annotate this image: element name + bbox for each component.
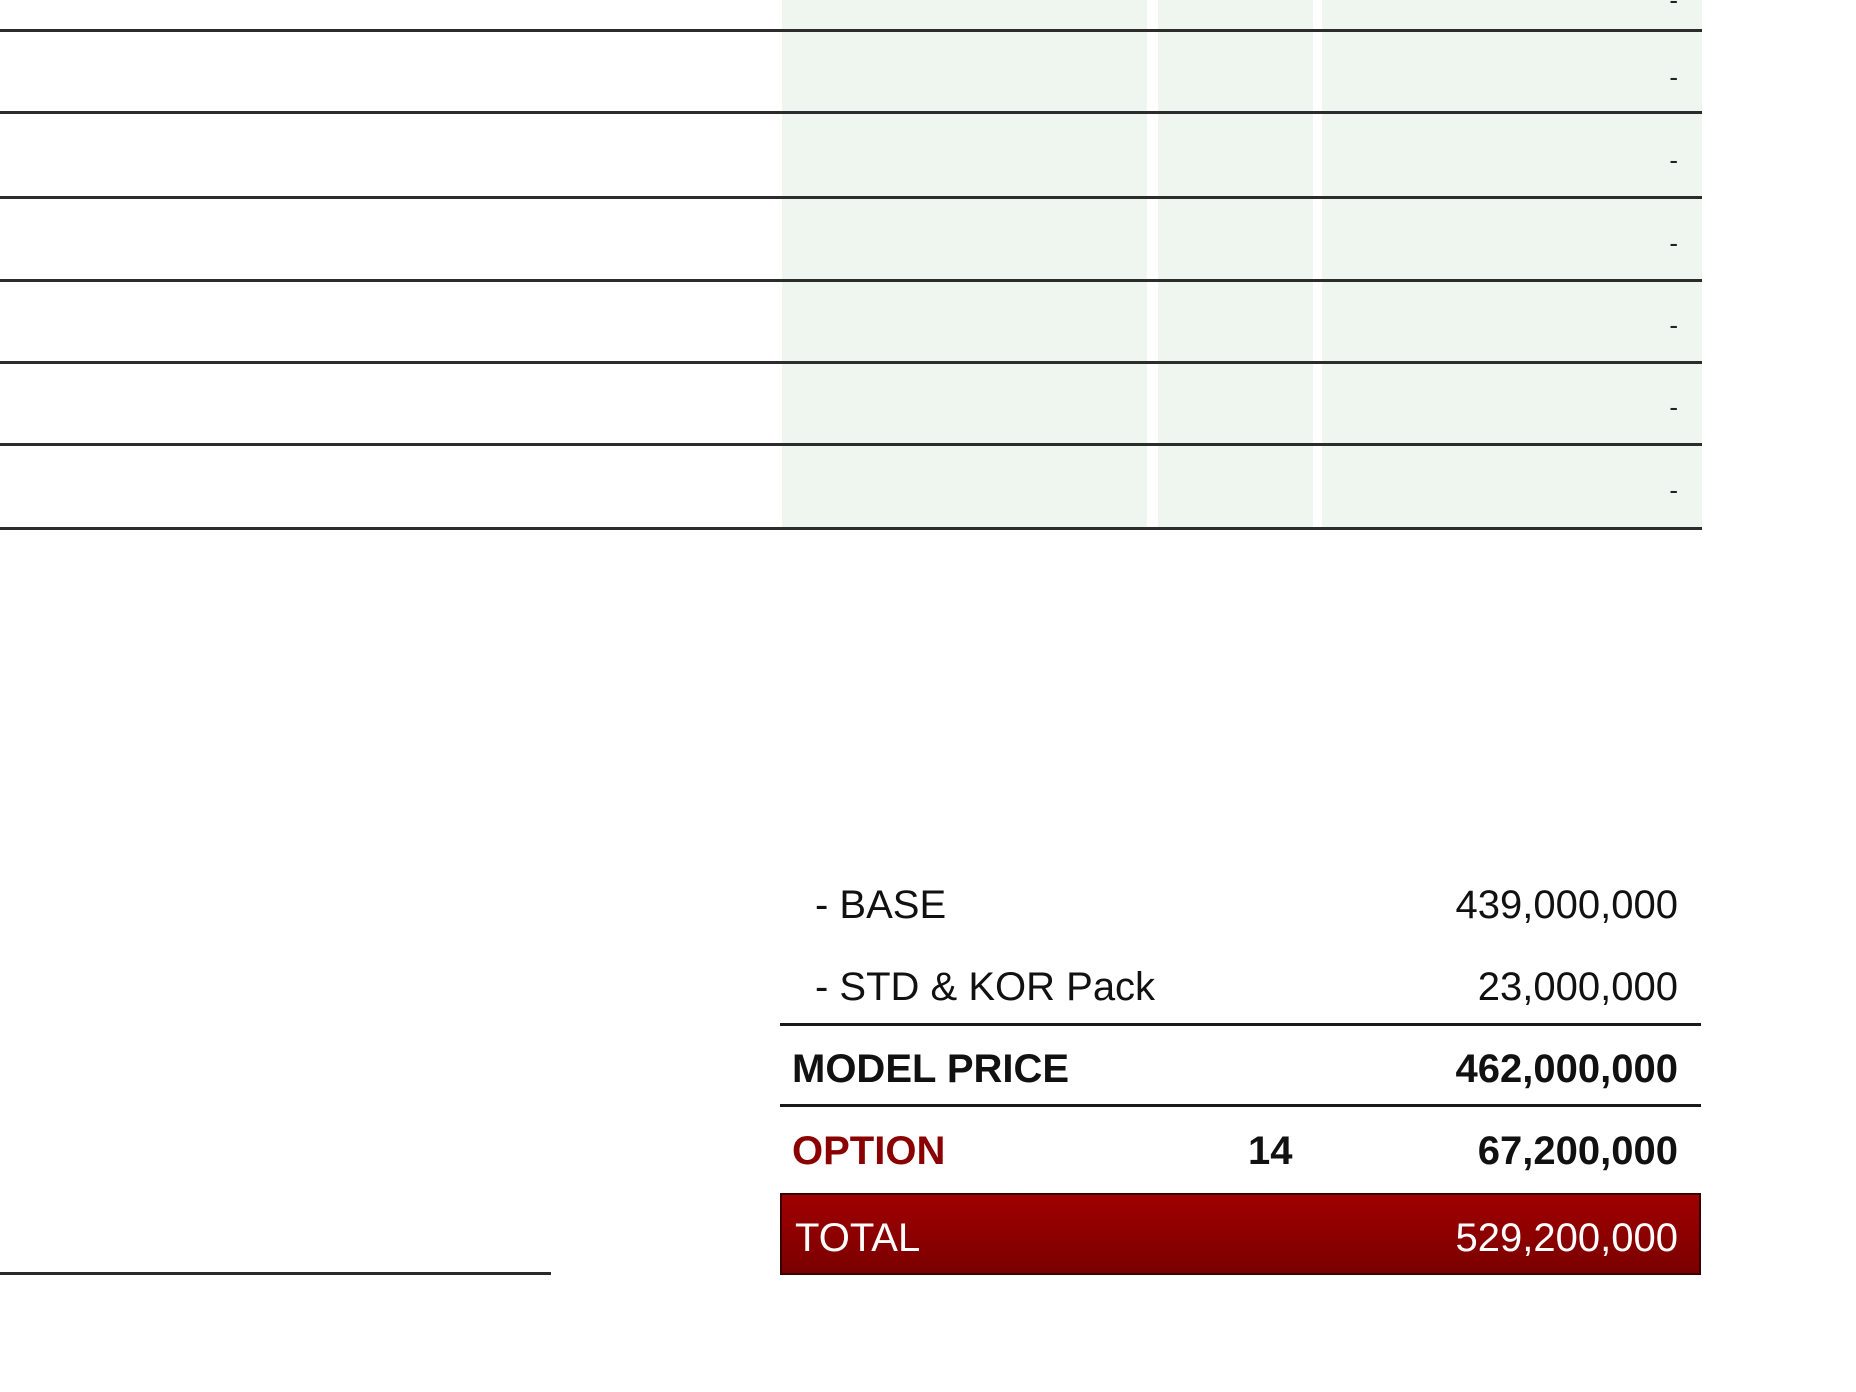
row-rule bbox=[0, 29, 1702, 32]
pack-value: 23,000,000 bbox=[1477, 965, 1678, 1009]
model-price-value: 462,000,000 bbox=[1455, 1047, 1678, 1091]
total-label: TOTAL bbox=[795, 1216, 921, 1260]
column-divider bbox=[1149, 0, 1153, 529]
option-amount-cell: - bbox=[1669, 62, 1678, 92]
row-rule bbox=[0, 527, 1702, 530]
option-value: 67,200,000 bbox=[1477, 1129, 1678, 1173]
option-amount-cell: - bbox=[1669, 0, 1678, 15]
option-count: 14 bbox=[1248, 1129, 1293, 1173]
model-price-label: MODEL PRICE bbox=[792, 1047, 1070, 1091]
total-value: 529,200,000 bbox=[1455, 1216, 1678, 1260]
summary-rule bbox=[780, 1023, 1701, 1026]
row-rule bbox=[0, 443, 1702, 446]
column-divider bbox=[1315, 0, 1319, 529]
option-amount-cell: - bbox=[1669, 310, 1678, 340]
base-label: - BASE bbox=[815, 883, 947, 927]
option-amount-cell: - bbox=[1669, 475, 1678, 505]
option-name-column bbox=[782, 0, 1147, 529]
option-amount-cell: - bbox=[1669, 145, 1678, 175]
pack-label: - STD & KOR Pack bbox=[815, 965, 1156, 1009]
row-rule bbox=[0, 279, 1702, 282]
row-rule bbox=[0, 361, 1702, 364]
row-rule bbox=[0, 111, 1702, 114]
signature-line bbox=[0, 1272, 551, 1275]
option-qty-column bbox=[1158, 0, 1313, 529]
row-rule bbox=[0, 196, 1702, 199]
base-value: 439,000,000 bbox=[1455, 883, 1678, 927]
summary-rule bbox=[780, 1104, 1701, 1107]
option-amount-cell: - bbox=[1669, 392, 1678, 422]
option-label: OPTION bbox=[792, 1129, 946, 1173]
option-amount-cell: - bbox=[1669, 228, 1678, 258]
